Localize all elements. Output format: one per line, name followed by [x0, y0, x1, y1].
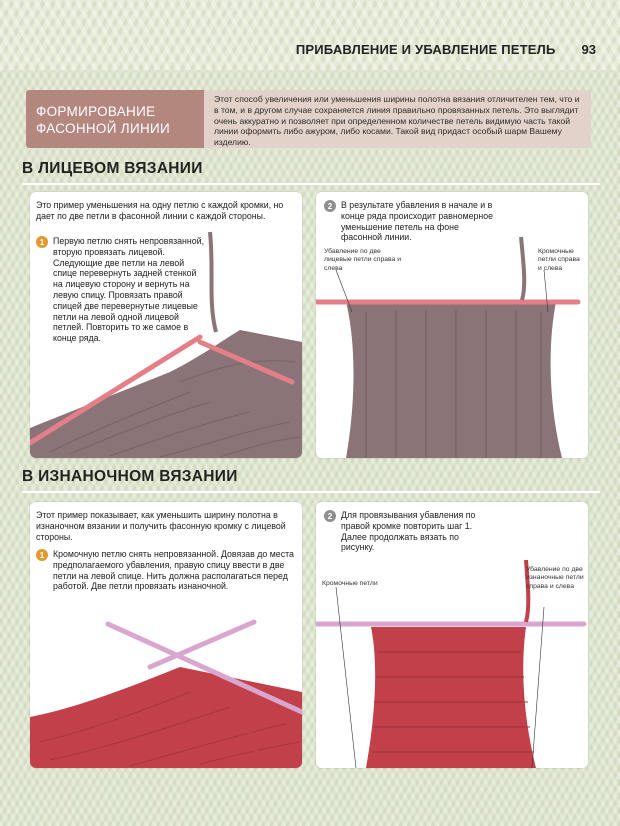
- section-title-purl: В ИЗНАНОЧНОМ ВЯЗАНИИ: [22, 468, 238, 485]
- intro-box: [26, 90, 591, 148]
- step-number-badge: 2: [324, 200, 336, 212]
- page-header-title: ПРИБАВЛЕНИЕ И УБАВЛЕНИЕ ПЕТЕЛЬ: [295, 41, 556, 57]
- purl-step1-text: Кромочную петлю снять непровязанной. Довязав до места предполагаемого убавления, правую спицу ввести в две петли на левой спице. Нить должна располагаться перед работой. Две петли провязать изнаночной.: [53, 549, 294, 592]
- page-header: [296, 38, 596, 60]
- knit-step1-text: Первую петлю снять непровязанной, вторую провязать лицевой. Следующие две петли на левой спице перевернуть задней стенкой на лицевую сторону и вернуть на левую спицу. Провязать правой спицей две перевернутые лицевые петли на левой одной лицевой петлей. Повторить то же самое в конце ряда.: [53, 236, 205, 344]
- card-purl-step2: [316, 502, 588, 768]
- step-number-badge: 1: [36, 236, 48, 248]
- intro-label-line1: ФОРМИРОВАНИЕ: [36, 104, 156, 119]
- card-knit-step1: [30, 192, 302, 458]
- step-number-badge: 1: [36, 549, 48, 561]
- section-divider: [22, 491, 600, 493]
- purl-annotation-left: Кромочные петли: [322, 580, 378, 587]
- purl-step2-text: Для провязывания убавления по правой кромке повторить шаг 1. Далее продолжать вязать по рисунку.: [341, 510, 476, 553]
- step-number-badge: 2: [324, 510, 336, 522]
- section-divider: [22, 183, 600, 185]
- purl-step1-intro: Этот пример показывает, как уменьшить ширину полотна в изнаночном вязании и получить фасонную кромку с лицевой стороны.: [36, 510, 286, 542]
- knit-step2-text: В результате убавления в начале и в конце ряда происходит равномерное уменьшение петель на фоне фасонной линии.: [341, 200, 494, 243]
- knit-annotation-right: Кромочные петли справа и слева: [538, 248, 580, 272]
- intro-label: [26, 90, 204, 148]
- purl-annotation-right: Убавление по две изнаночные петли справа и слева: [526, 566, 584, 590]
- purl-step1: [36, 549, 298, 592]
- knit-step2: [324, 200, 494, 243]
- knit-step1-intro: Это пример уменьшения на одну петлю с каждой кромки, но дает по две петли в фасонной линии с каждой стороны.: [36, 200, 284, 221]
- intro-text: Этот способ увеличения или уменьшения ширины полотна вязания отличителен тем, что и в том, и в другом случае сохраняется линия правильно провязанных петель. Это выглядит очень аккуратно и позволяет при определенном количестве петель видимую часть такой линии оформить либо ажуром, либо косами. Такой вид придаст особый шарм Вашему изделию.: [214, 94, 580, 148]
- purl-step2: [324, 510, 494, 553]
- knit-step1: [36, 236, 206, 344]
- section-title-knit: В ЛИЦЕВОМ ВЯЗАНИИ: [22, 160, 203, 177]
- knit-annotation-left: Убавление по две лицевые петли справа и слева: [324, 248, 402, 272]
- card-purl-step1: [30, 502, 302, 768]
- card-knit-step2: [316, 192, 588, 458]
- page-number: 93: [581, 41, 596, 57]
- intro-label-line2: ФАСОННОЙ ЛИНИИ: [36, 121, 170, 136]
